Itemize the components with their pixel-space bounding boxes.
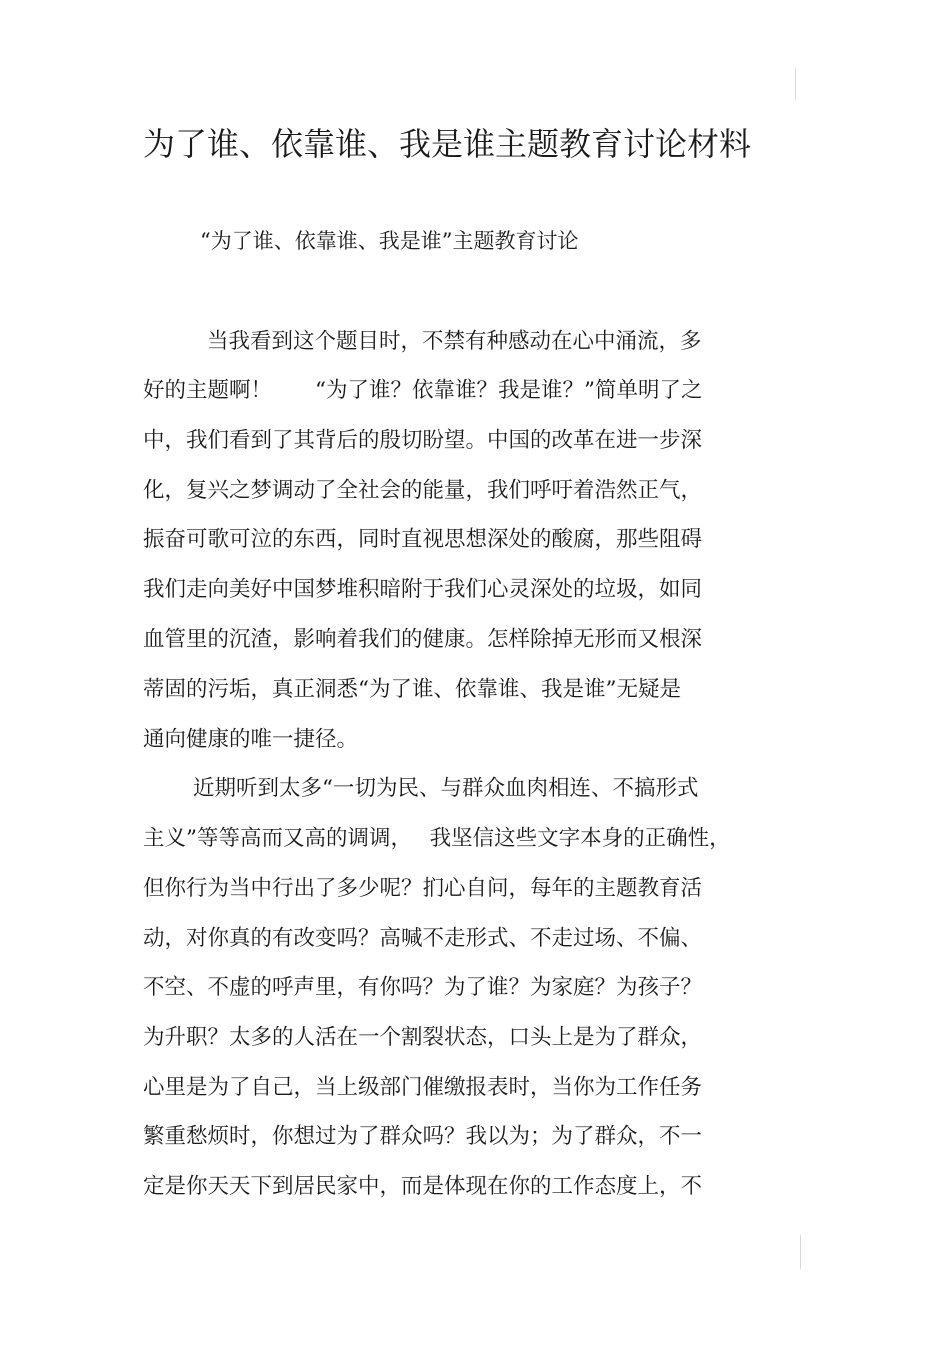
paragraph-line: 我们走向美好中国梦堆积暗附于我们心灵深处的垃圾，如同 [143, 577, 703, 602]
paragraph-line: 蒂固的污垢，真正洞悉“为了谁、依靠谁、我是谁”无疑是 [143, 677, 681, 702]
document-title: 为了谁、依靠谁、我是谁主题教育讨论材料 [143, 125, 752, 163]
paragraph-line: 但你行为当中行出了多少呢？扪心自问，每年的主题教育活 [143, 876, 703, 901]
paragraph-line: 不空、不虚的呼声里，有你吗？为了谁？为家庭？为孩子？ [143, 975, 703, 1000]
paragraph-line: 主义”等等高而又高的调调， 我坚信这些文字本身的正确性， [143, 826, 731, 851]
paragraph-line: 为升职？太多的人活在一个割裂状态，口头上是为了群众， [143, 1025, 703, 1050]
paragraph-line: 近期听到太多“一切为民、与群众血肉相连、不搞形式 [193, 776, 699, 801]
paragraph-line: 血管里的沉渣，影响着我们的健康。怎样除掉无形而又根深 [143, 627, 703, 652]
paragraph-line: 心里是为了自己，当上级部门催缴报表时，当你为工作任务 [143, 1075, 703, 1100]
paragraph-line: 定是你天天下到居民家中，而是体现在你的工作态度上，不 [143, 1174, 703, 1199]
document-subtitle: “为了谁、依靠谁、我是谁”主题教育讨论 [200, 229, 579, 253]
paragraph-line: 动，对你真的有改变吗？高喊不走形式、不走过场、不偏、 [143, 926, 703, 951]
paragraph-line: 好的主题啊！ “为了谁？依靠谁？我是谁？”简单明了之 [143, 378, 703, 403]
page-edge-mark-top [795, 68, 796, 100]
page-edge-mark-bottom [800, 1235, 801, 1269]
paragraph-line: 中，我们看到了其背后的殷切盼望。中国的改革在进一步深 [143, 428, 703, 453]
paragraph-line: 通向健康的唯一捷径。 [143, 727, 359, 752]
paragraph-line: 化，复兴之梦调动了全社会的能量，我们呼吁着浩然正气， [143, 478, 703, 503]
paragraph-line: 繁重愁烦时，你想过为了群众吗？我以为；为了群众，不一 [143, 1124, 703, 1149]
paragraph-line: 振奋可歌可泣的东西，同时直视思想深处的酸腐，那些阻碍 [143, 527, 703, 552]
paragraph-line: 当我看到这个题目时，不禁有种感动在心中涌流，多 [207, 329, 702, 354]
